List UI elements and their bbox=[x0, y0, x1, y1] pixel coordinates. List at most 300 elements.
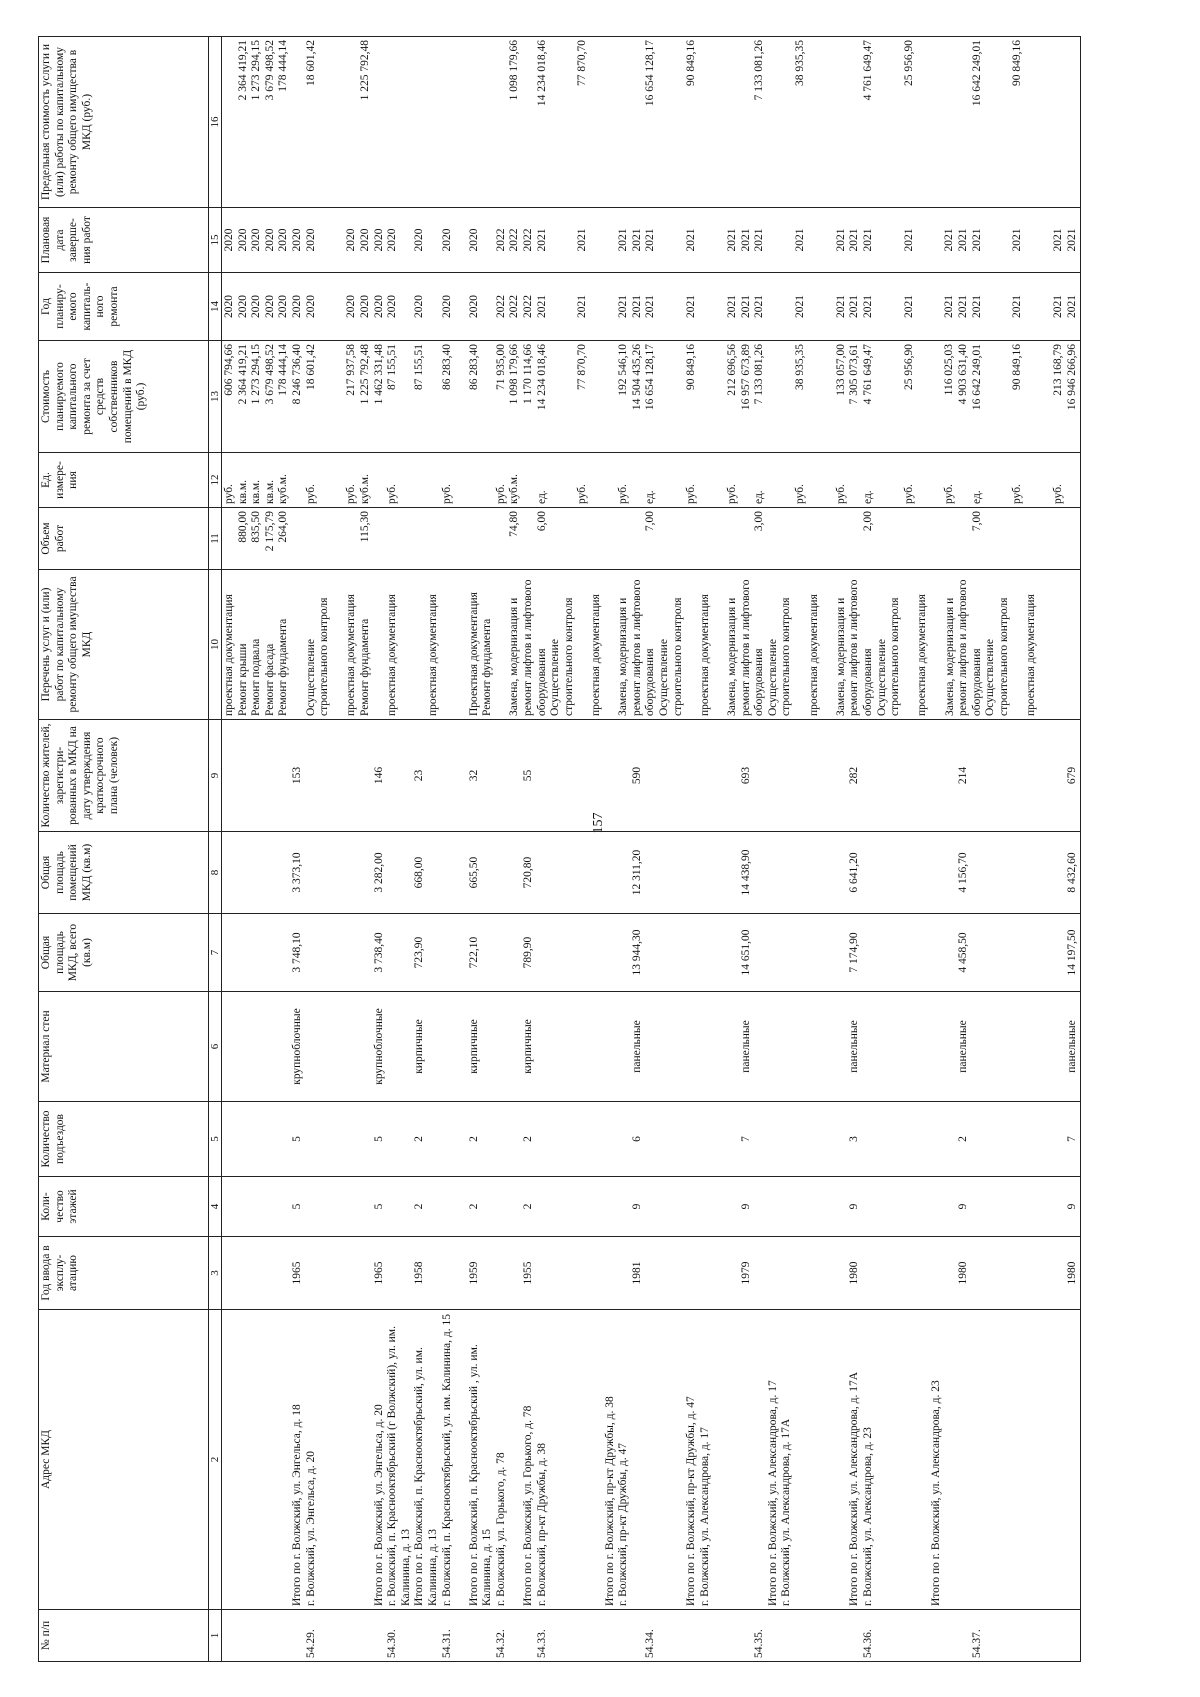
cell-col14: 2021 bbox=[861, 295, 874, 318]
cell-empty bbox=[753, 917, 767, 988]
cell-col6: панельные bbox=[739, 1020, 752, 1073]
column-number: 1 bbox=[209, 1610, 222, 1662]
cell-empty bbox=[862, 995, 876, 1098]
cell-empty bbox=[468, 511, 482, 566]
cell-spacer bbox=[658, 1240, 685, 1306]
cell-col7: 13 944,30 bbox=[630, 929, 643, 976]
cell-col16: 2 364 419,21 bbox=[236, 40, 249, 101]
cell-col11: 2 175,79 bbox=[263, 511, 276, 552]
cell-empty bbox=[862, 917, 876, 988]
header-cell: Предельная стоимость услуги и (или) работы по капитальному ремонту общего имущества в МКД (руб.) bbox=[39, 37, 209, 208]
cell-spacer bbox=[481, 40, 495, 204]
cell-col16: 1 098 179,66 bbox=[508, 40, 521, 101]
cell-spacer bbox=[590, 276, 617, 337]
cell-spacer bbox=[1025, 511, 1052, 566]
cell-empty bbox=[726, 1613, 740, 1658]
cell-empty bbox=[495, 1180, 509, 1233]
column-number: 5 bbox=[209, 1102, 222, 1177]
cell-spacer bbox=[658, 511, 685, 566]
cell-empty bbox=[943, 835, 957, 910]
cell-spacer bbox=[916, 835, 943, 910]
cell-col10: Ремонт крыши bbox=[236, 643, 249, 716]
cell-spacer bbox=[481, 456, 495, 504]
cell-col12: руб. bbox=[494, 484, 507, 504]
cell-col7: 4 458,50 bbox=[957, 932, 970, 973]
cell-col13: 7 305 073,61 bbox=[848, 344, 861, 405]
col-completion-date bbox=[222, 208, 1081, 273]
cell-spacer bbox=[1025, 211, 1052, 269]
column-number: 4 bbox=[209, 1177, 222, 1237]
cell-empty bbox=[835, 511, 849, 566]
cell-col16: 90 849,16 bbox=[685, 40, 698, 86]
cell-col12: кв.м. bbox=[250, 479, 263, 504]
cell-spacer bbox=[454, 1180, 468, 1233]
cell-empty bbox=[848, 456, 862, 504]
cell-spacer bbox=[916, 1613, 943, 1658]
cell-empty bbox=[237, 835, 251, 910]
cell-empty bbox=[277, 1240, 291, 1306]
cell-col12: руб. bbox=[902, 484, 915, 504]
cell-col13: 3 679 498,52 bbox=[263, 344, 276, 405]
cell-spacer bbox=[454, 40, 468, 204]
cell-spacer bbox=[549, 995, 576, 1098]
cell-col15: 2021 bbox=[535, 228, 548, 252]
cell-empty bbox=[862, 835, 876, 910]
cell-empty bbox=[644, 723, 658, 828]
cell-empty bbox=[903, 835, 917, 910]
cell-col15: 2021 bbox=[630, 228, 643, 252]
cell-spacer bbox=[767, 995, 794, 1098]
cell-spacer bbox=[318, 344, 345, 449]
cell-spacer bbox=[427, 995, 441, 1098]
cell-col15: 2020 bbox=[413, 228, 426, 252]
cell-empty bbox=[386, 1105, 400, 1173]
cell-empty bbox=[223, 995, 237, 1098]
floors-column bbox=[223, 1180, 1079, 1233]
cell-col10: проектная документация bbox=[386, 594, 399, 716]
cell-spacer bbox=[876, 1613, 903, 1658]
cell-empty bbox=[345, 1613, 359, 1658]
cell-col4: 5 bbox=[372, 1203, 385, 1210]
cell-col14: 2020 bbox=[413, 295, 426, 318]
cell-col12: куб.м. bbox=[277, 474, 290, 504]
cell-col13: 1 225 792,48 bbox=[358, 344, 371, 405]
cell-col5: 3 bbox=[848, 1136, 861, 1142]
cell-empty bbox=[237, 917, 251, 988]
cell-empty bbox=[468, 456, 482, 504]
cell-empty bbox=[726, 995, 740, 1098]
cell-empty bbox=[835, 995, 849, 1098]
cell-empty bbox=[576, 917, 590, 988]
cell-empty bbox=[1011, 1180, 1025, 1233]
cell-spacer bbox=[808, 276, 835, 337]
cell-col7: 3 738,40 bbox=[372, 932, 385, 973]
cell-empty bbox=[903, 723, 917, 828]
cell-empty bbox=[237, 1613, 251, 1658]
cell-col13: 77 870,70 bbox=[576, 344, 589, 390]
col-premises-area bbox=[222, 832, 1081, 914]
cell-col8: 3 373,10 bbox=[290, 852, 303, 893]
cell-col14: 2021 bbox=[576, 295, 589, 318]
col-unit bbox=[222, 453, 1081, 508]
cell-empty bbox=[1052, 1613, 1066, 1658]
cell-col13: 4 761 649,47 bbox=[861, 344, 874, 405]
cell-empty bbox=[237, 1180, 251, 1233]
cell-spacer bbox=[1025, 835, 1052, 910]
cell-spacer bbox=[318, 723, 345, 828]
cell-spacer bbox=[699, 835, 726, 910]
cell-empty bbox=[971, 1105, 985, 1173]
cell-empty bbox=[223, 40, 237, 204]
cell-empty bbox=[903, 1180, 917, 1233]
cell-spacer bbox=[767, 40, 794, 204]
cell-spacer bbox=[590, 456, 617, 504]
cell-col15: 2021 bbox=[576, 228, 589, 252]
cell-col14: 2020 bbox=[236, 295, 249, 318]
works-column bbox=[223, 573, 1052, 716]
cell-col13: 1 098 179,66 bbox=[508, 344, 521, 405]
cell-empty bbox=[373, 511, 387, 566]
cell-spacer bbox=[876, 276, 903, 337]
cell-empty bbox=[386, 1240, 400, 1306]
cell-col13: 606 794,66 bbox=[223, 344, 235, 396]
col-address bbox=[222, 1310, 1081, 1610]
cell-empty bbox=[794, 1240, 808, 1306]
cell-col2: Итого по г. Волжский, п. Краснооктябрьский , ул. им. Калинина, д. 15 bbox=[467, 1344, 494, 1606]
cell-empty bbox=[617, 917, 631, 988]
cell-spacer bbox=[808, 40, 835, 204]
col-entrances bbox=[222, 1102, 1081, 1177]
cell-empty bbox=[617, 995, 631, 1098]
cell-empty bbox=[359, 1180, 373, 1233]
cell-col13: 87 155,51 bbox=[386, 344, 399, 390]
cell-empty bbox=[536, 995, 550, 1098]
cell-col2: г. Волжский, пр-кт Дружбы, д. 38 bbox=[535, 1443, 548, 1606]
cell-empty bbox=[441, 511, 455, 566]
cell-empty bbox=[522, 456, 536, 504]
cell-spacer bbox=[454, 995, 468, 1098]
cell-empty bbox=[277, 1313, 291, 1606]
cell-spacer bbox=[808, 456, 835, 504]
cell-col3: 1955 bbox=[522, 1261, 535, 1285]
cell-col15: 2021 bbox=[739, 228, 752, 252]
cell-col1: 54.32. bbox=[494, 1629, 507, 1658]
cell-empty bbox=[916, 1313, 930, 1606]
cell-col15: 2020 bbox=[386, 228, 399, 252]
cell-col10: проектная документация bbox=[807, 594, 820, 716]
cell-empty bbox=[237, 723, 251, 828]
cell-empty bbox=[305, 995, 319, 1098]
cell-spacer bbox=[454, 917, 468, 988]
cell-spacer bbox=[549, 211, 576, 269]
cell-spacer bbox=[400, 1613, 414, 1658]
year-built-column bbox=[223, 1240, 1079, 1306]
cell-col15: 2020 bbox=[290, 228, 303, 252]
cell-col13: 16 957 673,89 bbox=[739, 344, 752, 411]
cell-spacer bbox=[876, 917, 903, 988]
cell-empty bbox=[277, 1180, 291, 1233]
cell-col12: руб. bbox=[440, 484, 453, 504]
cell-empty bbox=[1052, 995, 1066, 1098]
cell-empty bbox=[617, 1240, 631, 1306]
cell-empty bbox=[1066, 1613, 1080, 1658]
cell-spacer bbox=[481, 276, 495, 337]
cell-empty bbox=[1052, 1105, 1066, 1173]
cell-empty bbox=[441, 1105, 455, 1173]
cell-empty bbox=[536, 1180, 550, 1233]
cell-col13: 1 170 114,66 bbox=[522, 344, 535, 404]
cell-empty bbox=[644, 995, 658, 1098]
cell-spacer bbox=[400, 1240, 414, 1306]
cell-spacer bbox=[808, 1180, 835, 1233]
cell-empty bbox=[971, 917, 985, 988]
cell-col3: 1979 bbox=[739, 1261, 752, 1285]
cell-empty bbox=[495, 1105, 509, 1173]
cell-empty bbox=[848, 40, 862, 204]
cell-empty bbox=[971, 1240, 985, 1306]
cell-empty bbox=[386, 835, 400, 910]
cell-col14: 2021 bbox=[1052, 295, 1065, 318]
cell-spacer bbox=[427, 40, 441, 204]
cell-spacer bbox=[549, 1180, 576, 1233]
cell-col13: 1 462 331,48 bbox=[372, 344, 385, 405]
cell-spacer bbox=[1025, 917, 1052, 988]
cell-empty bbox=[264, 1613, 278, 1658]
cell-col12: руб. bbox=[685, 484, 698, 504]
cell-empty bbox=[345, 917, 359, 988]
cell-col12: руб. bbox=[386, 484, 399, 504]
cell-col14: 2020 bbox=[304, 295, 317, 318]
cell-empty bbox=[441, 40, 455, 204]
col-volume bbox=[222, 508, 1081, 570]
cell-empty bbox=[794, 835, 808, 910]
cell-col2: Итого по г. Волжский, ул. Александрова, д. 17 bbox=[766, 1380, 779, 1606]
cell-spacer bbox=[699, 1180, 726, 1233]
cell-empty bbox=[359, 723, 373, 828]
cell-empty bbox=[794, 1105, 808, 1173]
cell-empty bbox=[930, 573, 944, 716]
cell-spacer bbox=[699, 456, 726, 504]
cell-spacer bbox=[916, 276, 943, 337]
cell-spacer bbox=[876, 211, 903, 269]
cell-empty bbox=[223, 917, 237, 988]
cell-empty bbox=[1011, 723, 1025, 828]
cell-col2: Итого по г. Волжский, ул. Александрова, д. 23 bbox=[929, 1380, 942, 1606]
column-number: 9 bbox=[209, 720, 222, 832]
cell-empty bbox=[753, 723, 767, 828]
cell-spacer bbox=[549, 917, 576, 988]
col-floors bbox=[222, 1177, 1081, 1237]
cell-spacer bbox=[454, 835, 468, 910]
cell-empty bbox=[359, 917, 373, 988]
cell-col14: 2022 bbox=[494, 295, 507, 318]
cell-spacer bbox=[916, 917, 943, 988]
cell-empty bbox=[1011, 1613, 1025, 1658]
cell-empty bbox=[644, 1105, 658, 1173]
cell-empty bbox=[794, 917, 808, 988]
cell-col2: г. Волжский, ул. Энгельса, д. 20 bbox=[304, 1451, 317, 1606]
cell-spacer bbox=[427, 723, 441, 828]
cell-spacer bbox=[481, 917, 495, 988]
cell-empty bbox=[903, 1613, 917, 1658]
cell-spacer bbox=[767, 511, 794, 566]
cell-spacer bbox=[454, 211, 468, 269]
cell-col6: панельные bbox=[957, 1020, 970, 1073]
cell-col14: 2021 bbox=[793, 295, 806, 318]
column-number: 6 bbox=[209, 992, 222, 1102]
cell-spacer bbox=[876, 344, 903, 449]
cell-empty bbox=[508, 1105, 522, 1173]
cell-spacer bbox=[984, 995, 1011, 1098]
cell-spacer bbox=[1025, 1240, 1052, 1306]
cell-spacer bbox=[318, 1180, 345, 1233]
cell-empty bbox=[957, 1613, 971, 1658]
cell-empty bbox=[536, 1105, 550, 1173]
cell-empty bbox=[468, 1613, 482, 1658]
cell-empty bbox=[971, 1180, 985, 1233]
cell-spacer bbox=[916, 1105, 943, 1173]
cell-spacer bbox=[699, 344, 726, 449]
cell-empty bbox=[508, 1613, 522, 1658]
cell-col13: 212 696,56 bbox=[725, 344, 738, 396]
cell-spacer bbox=[916, 40, 943, 204]
cell-spacer bbox=[808, 995, 835, 1098]
cell-col5: 2 bbox=[467, 1136, 480, 1142]
column-number-row bbox=[209, 37, 222, 1662]
cell-col1: 54.36. bbox=[861, 1629, 874, 1658]
cell-empty bbox=[943, 1180, 957, 1233]
cell-empty bbox=[726, 835, 740, 910]
cell-col13: 1 273 294,15 bbox=[250, 344, 263, 405]
cell-col10: Замена, модернизация и ремонт лифтов и лифтового оборудования bbox=[834, 579, 875, 716]
cell-col16: 77 870,70 bbox=[576, 40, 589, 86]
cell-spacer bbox=[699, 723, 726, 828]
cell-empty bbox=[576, 511, 590, 566]
cell-spacer bbox=[318, 40, 345, 204]
cell-spacer bbox=[808, 211, 835, 269]
cell-empty bbox=[943, 511, 957, 566]
cell-spacer bbox=[699, 1240, 726, 1306]
cell-spacer bbox=[318, 211, 345, 269]
cell-empty bbox=[835, 1105, 849, 1173]
cell-spacer bbox=[767, 276, 794, 337]
cell-empty bbox=[373, 1613, 387, 1658]
cell-col10: Осуществление строительного контроля bbox=[658, 597, 684, 716]
cell-spacer bbox=[427, 344, 441, 449]
cell-empty bbox=[468, 40, 482, 204]
cell-empty bbox=[277, 995, 291, 1098]
cell-col14: 2020 bbox=[440, 295, 453, 318]
header-cell: Плановая дата заверше-ния работ bbox=[39, 208, 209, 273]
cell-empty bbox=[277, 1105, 291, 1173]
cell-empty bbox=[522, 1613, 536, 1658]
cell-empty bbox=[1066, 511, 1080, 566]
cell-empty bbox=[291, 40, 305, 204]
cell-empty bbox=[413, 511, 427, 566]
header-cell: Адрес МКД bbox=[39, 1310, 209, 1610]
cell-spacer bbox=[549, 40, 576, 204]
cell-spacer bbox=[699, 511, 726, 566]
cell-empty bbox=[794, 995, 808, 1098]
cell-col12: руб. bbox=[345, 484, 358, 504]
cell-empty bbox=[576, 1313, 590, 1606]
cell-spacer bbox=[767, 1613, 794, 1658]
cell-empty bbox=[631, 456, 645, 504]
cell-col4: 2 bbox=[522, 1203, 535, 1210]
cell-empty bbox=[740, 40, 754, 204]
cell-empty bbox=[631, 511, 645, 566]
cell-spacer bbox=[427, 917, 441, 988]
cell-col15: 2021 bbox=[1052, 228, 1065, 252]
cell-empty bbox=[943, 995, 957, 1098]
cell-col8: 6 641,20 bbox=[848, 852, 861, 893]
cell-empty bbox=[1011, 511, 1025, 566]
header-cell: Общая площадь помещений МКД (кв.м) bbox=[39, 832, 209, 914]
cell-empty bbox=[237, 1105, 251, 1173]
cell-col11: 115,30 bbox=[358, 511, 371, 543]
cell-col5: 7 bbox=[1065, 1136, 1078, 1142]
cell-empty bbox=[685, 1105, 699, 1173]
cell-spacer bbox=[984, 1613, 1011, 1658]
cell-col3: 1958 bbox=[413, 1261, 426, 1285]
header-cell: Год ввода в эксплу-атацию bbox=[39, 1237, 209, 1310]
cell-spacer bbox=[454, 276, 468, 337]
cell-empty bbox=[794, 723, 808, 828]
cell-col16: 4 761 649,47 bbox=[861, 40, 874, 101]
cell-col14: 2021 bbox=[644, 295, 657, 318]
cell-spacer bbox=[984, 276, 1011, 337]
cell-spacer bbox=[1025, 276, 1052, 337]
cell-spacer bbox=[1025, 995, 1052, 1098]
cell-col6: кирпичные bbox=[413, 1019, 426, 1074]
cell-empty bbox=[223, 1105, 237, 1173]
cell-col10: Осуществление строительного контроля bbox=[304, 597, 331, 716]
header-cell: Материал стен bbox=[39, 992, 209, 1102]
cell-spacer bbox=[808, 917, 835, 988]
cell-empty bbox=[903, 1240, 917, 1306]
cell-spacer bbox=[767, 211, 794, 269]
repair-year-column bbox=[223, 276, 1079, 337]
cell-empty bbox=[413, 456, 427, 504]
cell-col14: 2020 bbox=[250, 295, 263, 318]
cell-spacer bbox=[699, 276, 726, 337]
cell-empty bbox=[223, 1613, 237, 1658]
cell-col13: 16 654 128,17 bbox=[644, 344, 657, 411]
header-cell: Стоимость планируемого капитального ремонта за счет средств собственников помещений в МКД (руб.) bbox=[39, 341, 209, 453]
cell-spacer bbox=[318, 1613, 345, 1658]
cell-col6: панельные bbox=[848, 1020, 861, 1073]
cell-col12: руб. bbox=[576, 484, 589, 504]
cell-empty bbox=[223, 1240, 237, 1306]
cell-empty bbox=[835, 1180, 849, 1233]
cell-empty bbox=[576, 1105, 590, 1173]
cell-col2: г. Волжский, п. Краснооктябрьский, ул. им. Калинина, д. 15 bbox=[440, 1314, 453, 1606]
cell-spacer bbox=[427, 211, 441, 269]
cell-spacer bbox=[699, 40, 726, 204]
cell-empty bbox=[644, 1180, 658, 1233]
cell-spacer bbox=[481, 723, 495, 828]
cell-col8: 4 156,70 bbox=[957, 852, 970, 893]
cell-spacer bbox=[876, 835, 903, 910]
cell-col8: 8 432,60 bbox=[1065, 852, 1078, 893]
cell-spacer bbox=[916, 511, 943, 566]
cell-empty bbox=[740, 1313, 754, 1606]
cell-empty bbox=[903, 1313, 917, 1606]
cell-empty bbox=[835, 40, 849, 204]
cell-spacer bbox=[658, 1105, 685, 1173]
cell-col12: руб. bbox=[617, 484, 630, 504]
cell-col11: 835,50 bbox=[250, 511, 263, 543]
